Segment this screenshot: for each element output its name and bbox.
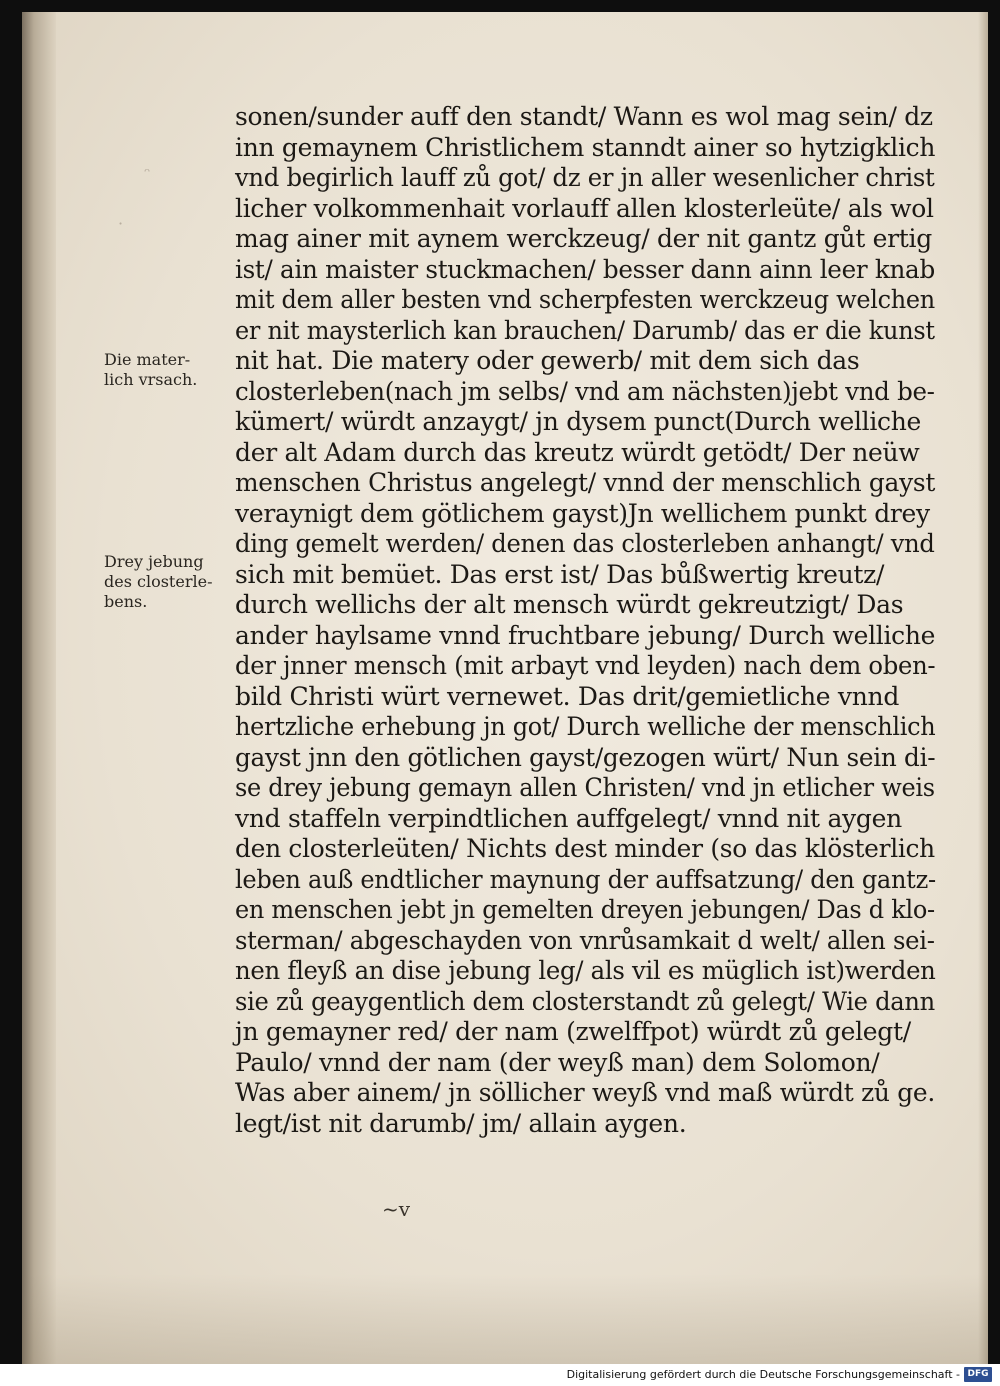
text-line: ander haylsame vnnd fruchtbare jebung/ Durch welliche	[235, 620, 936, 650]
text-line: gayst jnn den götlichen gayst/gezogen würt/ Nun sein di-	[235, 742, 936, 772]
book-page: ᵔ · Die mater- lich vrsach. Drey jebung des closterle- bens. sonen/sunder auff den standt/ Wann es wol mag sein/ dz inn gemaynem Christlichem stanndt ainer so hytzigklich vnd begirlich lauff zů got/ dz er jn aller wesenlicher christ licher volkommenhait vorlauff allen klosterleüte/ als wol mag ainer mit aynem werckzeug/ der nit gantz gůt ertig ist/ ain maister stuckmachen/ besser dann ainn leer knab mit dem aller besten vnd scherpfesten werckzeug welchen er nit maysterlich kan brauchen/ Darumb/ das er die kunst nit hat. Die matery oder gewerb/ mit dem sich das closterleben(nach jm selbs/ vnd am nächsten)jebt vnd be- kümert/ würdt anzaygt/ jn dysem punct(Durch welliche der alt Adam durch das kreutz würdt getödt/ Der neüw menschen Christus angelegt/ vnnd der menschlich gayst veraynigt dem götlichem gayst)Jn wellichem punkt drey ding gemelt werden/ denen das closterleben anhangt/ vnd sich mit bemüet. Das erst ist/ Das bůßwertig kreutz/ durch wellichs der alt mensch würdt gekreutzigt/ Das ander haylsame vnnd fruchtbare jebung/ Durch welliche der jnner mensch (mit arbayt vnd leyden) nach dem oben- bild Christi würt vernewet. Das drit/gemietliche vnnd hertzliche erhebung jn got/ Durch welliche der menschlich gayst jnn den götlichen gayst/gezogen würt/ Nun sein di- se drey jebung gemayn allen Christen/ vnd jn etlicher weis vnd staffeln verpindtlichen auffgelegt/ vnnd nit aygen den closterleüten/ Nichts dest minder (so das klösterlich leben auß endtlicher maynung der auffsatzung/ den gantz- en menschen jebt jn gemelten dreyen jebungen/ Das d klo- sterman/ abgeschayden von vnrůsamkait d welt/ allen sei- nen fleyß an dise jebung leg/ als vil es müglich ist)werden sie zů geaygentlich dem closterstandt zů gelegt/ Wie dann jn gemayner red/ der nam (zwelffpot) würdt zů gelegt/ Paulo/ vnnd der nam (der weyß man) dem Solomon/ Was aber ainem/ jn söllicher weyß vnd maß würdt zů ge. legt/ist nit darumb/ jm/ allain aygen. ~v	[22, 12, 988, 1364]
margin-note-line: lich vrsach.	[104, 370, 198, 389]
text-line: der alt Adam durch das kreutz würdt getödt/ Der neüw	[235, 437, 920, 467]
text-line: er nit maysterlich kan brauchen/ Darumb/ das er die kunst	[235, 315, 935, 345]
margin-note-line: Drey jebung	[104, 552, 204, 571]
text-line: ding gemelt werden/ denen das closterleben anhangt/ vnd	[235, 529, 935, 558]
text-line: vnd staffeln verpindtlichen auffgelegt/ vnnd nit aygen	[235, 803, 902, 833]
text-line: vnd begirlich lauff zů got/ dz er jn aller wesenlicher christ	[235, 163, 935, 192]
text-line: durch wellichs der alt mensch würdt gekreutzigt/ Das	[235, 590, 904, 619]
text-line: sie zů geaygentlich dem closterstandt zů gelegt/ Wie dann	[235, 986, 935, 1016]
text-line: closterleben(nach jm selbs/ vnd am nächsten)jebt vnd be-	[235, 376, 935, 406]
text-line: menschen Christus angelegt/ vnnd der menschlich gayst	[235, 468, 936, 497]
text-line: Paulo/ vnnd der nam (der weyß man) dem Solomon/	[235, 1047, 880, 1077]
catchword: ~v	[382, 1197, 411, 1221]
margin-note-three-exercises	[104, 552, 234, 612]
text-line: legt/ist nit darumb/ jm/ allain aygen.	[235, 1108, 687, 1138]
text-line: sonen/sunder auff den standt/ Wann es wol mag sein/ dz	[235, 102, 933, 131]
text-line: mag ainer mit aynem werckzeug/ der nit gantz gůt ertig	[235, 224, 932, 253]
text-line: inn gemaynem Christlichem stanndt ainer so hytzigklich	[235, 132, 936, 162]
text-line: veraynigt dem götlichem gayst)Jn wellichem punkt drey	[235, 498, 930, 528]
text-line: nit hat. Die matery oder gewerb/ mit dem sich das	[235, 346, 860, 375]
text-line: licher volkommenhait vorlauff allen klosterleüte/ als wol	[235, 193, 934, 223]
text-line: den closterleüten/ Nichts dest minder (so das klösterlich	[235, 834, 935, 863]
page-edge	[978, 12, 988, 1364]
page-gutter	[22, 12, 56, 1364]
margin-note-line: des closterle-	[104, 572, 213, 591]
page-shadow	[22, 1274, 988, 1364]
text-line: jn gemayner red/ der nam (zwelffpot) würdt zů gelegt/	[235, 1017, 911, 1046]
text-line: sterman/ abgeschayden von vnrůsamkait d welt/ allen sei-	[235, 925, 935, 955]
text-line: der jnner mensch (mit arbayt vnd leyden) nach dem oben-	[235, 651, 936, 680]
main-text-block	[235, 102, 935, 1139]
margin-note-line: bens.	[104, 592, 148, 611]
footer-bar	[0, 1364, 1000, 1386]
text-line: bild Christi würt vernewet. Das drit/gemietliche vnnd	[235, 681, 900, 711]
funding-credit: Digitalisierung gefördert durch die Deutsche Forschungsgemeinschaft -	[566, 1368, 960, 1381]
text-line: ist/ ain maister stuckmachen/ besser dann ainn leer knab	[235, 254, 935, 284]
dfg-logo: DFG	[964, 1367, 992, 1382]
text-line: en menschen jebt jn gemelten dreyen jebungen/ Das d klo-	[235, 895, 935, 924]
text-line: leben auß endtlicher maynung der auffsatzung/ den gantz-	[235, 864, 936, 894]
text-line: nen fleyß an dise jebung leg/ als vil es müglich ist)werden	[235, 956, 936, 985]
text-line: se drey jebung gemayn allen Christen/ vnd jn etlicher weis	[235, 773, 935, 802]
margin-note-material-cause	[104, 350, 234, 390]
text-line: sich mit bemüet. Das erst ist/ Das bůßwertig kreutz/	[235, 559, 885, 589]
margin-note-line: Die mater-	[104, 350, 191, 369]
text-line: mit dem aller besten vnd scherpfesten werckzeug welchen	[235, 285, 935, 314]
text-line: Was aber ainem/ jn söllicher weyß vnd maß würdt zů ge.	[235, 1078, 935, 1107]
text-line: hertzliche erhebung jn got/ Durch welliche der menschlich	[235, 712, 936, 741]
text-line: kümert/ würdt anzaygt/ jn dysem punct(Durch welliche	[235, 407, 922, 436]
